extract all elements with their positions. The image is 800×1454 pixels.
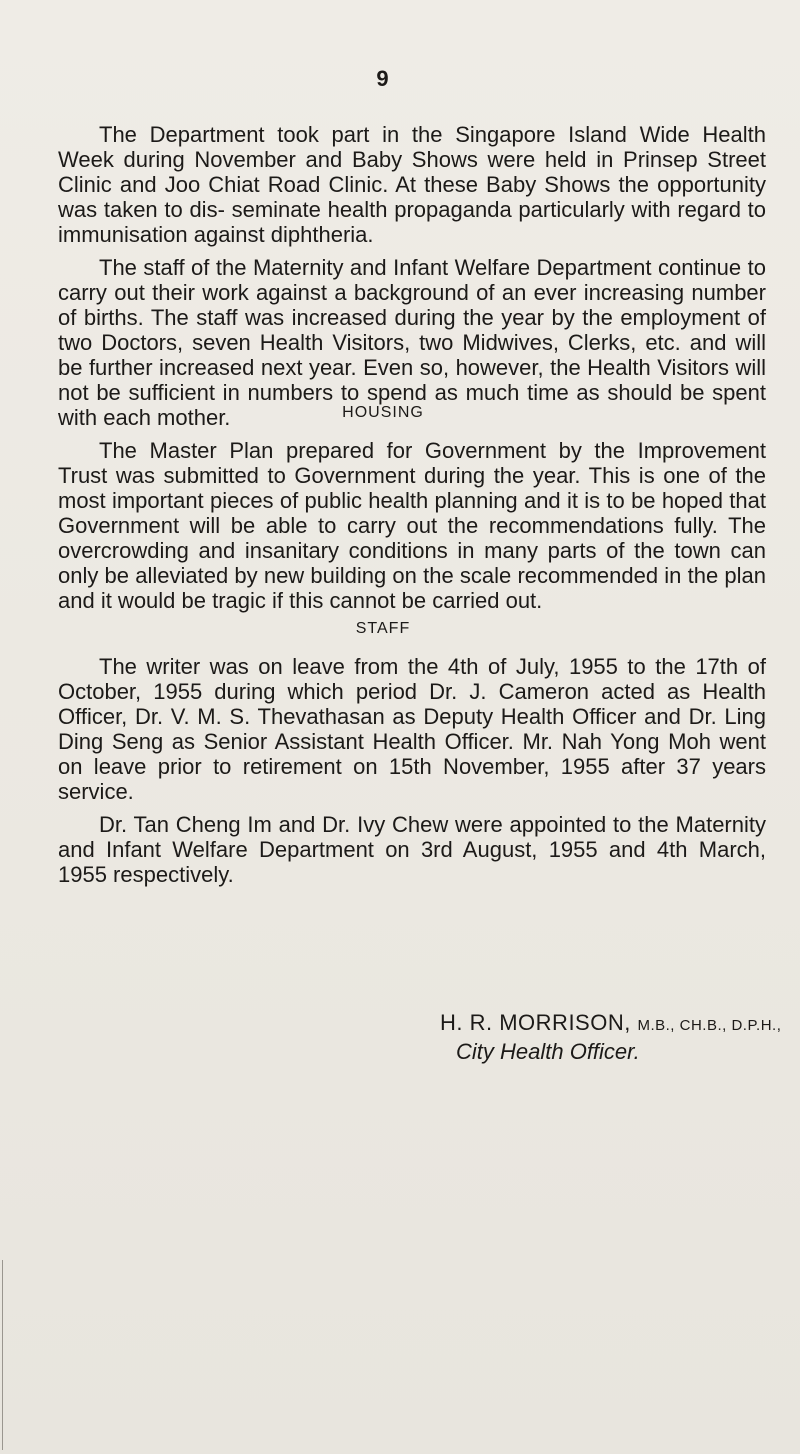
housing-heading: HOUSING xyxy=(342,404,424,421)
intro-paragraph-1: The Department took part in the Singapore Island Wide Health Week during November and Baby Shows were held in Prinsep Street Clinic and Joo Chiat Road Clinic. At these Baby Shows the opportunity was taken to dis- seminate health propaganda particularly with regard to immunisation against diphtheria. xyxy=(58,122,766,247)
staff-heading: STAFF xyxy=(355,620,411,637)
signatory-title: City Health Officer. xyxy=(456,1039,640,1064)
page-number: 9 xyxy=(376,66,390,91)
housing-section xyxy=(58,438,766,621)
staff-paragraph-2: Dr. Tan Cheng Im and Dr. Ivy Chew were appointed to the Maternity and Infant Welfare Department on 3rd August, 1955 and 4th March, 1955 respectively. xyxy=(58,812,766,887)
housing-paragraph-1: The Master Plan prepared for Government by the Improvement Trust was submitted to Government during the year. This is one of the most important pieces of public health planning and it is to be hoped that Government will be able to carry out the recommendations fully. The overcrowding and insanitary conditions in many parts of the town can only be alleviated by new building on the scale recommended in the plan and it would be tragic if this cannot be carried out. xyxy=(58,438,766,613)
page-edge-line xyxy=(2,1260,3,1450)
signature-block xyxy=(440,1010,781,1065)
staff-section xyxy=(58,654,766,895)
signatory-name: H. R. MORRISON, xyxy=(440,1010,638,1035)
intro-paragraph-2: The staff of the Maternity and Infant Welfare Department continue to carry out their work against a background of an ever increasing number of births. The staff was increased during the year by the employment of two Doctors, seven Health Visitors, two Midwives, Clerks, etc. and will be further increased next year. Even so, however, the Health Visitors will not be sufficient in numbers to spend as much time as should be spent with each mother. xyxy=(58,255,766,430)
signatory-line xyxy=(440,1010,781,1039)
intro-section xyxy=(58,122,766,438)
signatory-degrees: M.B., CH.B., D.P.H., xyxy=(637,1017,782,1034)
staff-paragraph-1: The writer was on leave from the 4th of July, 1955 to the 17th of October, 1955 during which period Dr. J. Cameron acted as Health Officer, Dr. V. M. S. Thevathasan as Deputy Health Officer and Dr. Ling Ding Seng as Senior Assistant Health Officer. Mr. Nah Yong Moh went on leave prior to retirement on 15th November, 1955 after 37 years service. xyxy=(58,654,766,804)
